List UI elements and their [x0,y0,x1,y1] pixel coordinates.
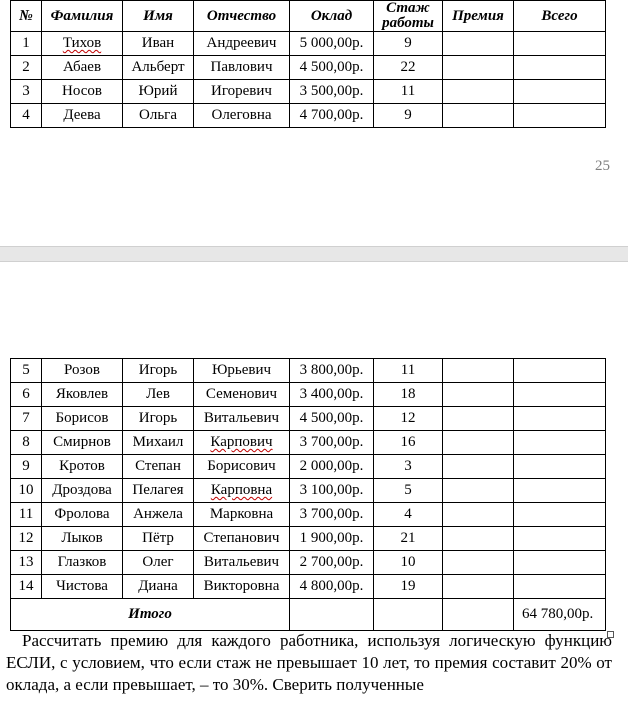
cell-surname[interactable]: Деева [42,104,123,128]
table-row [11,479,606,503]
cell-num[interactable]: 10 [11,479,42,503]
cell-total[interactable] [514,383,606,407]
table-body-top [11,32,606,128]
cell-experience[interactable]: 21 [374,527,443,551]
cell-experience[interactable]: 10 [374,551,443,575]
cell-bonus[interactable] [443,479,514,503]
cell-num[interactable]: 14 [11,575,42,599]
cell-total[interactable] [514,104,606,128]
cell-experience[interactable]: 11 [374,359,443,383]
cell-experience[interactable]: 22 [374,56,443,80]
document-page-lower [0,262,628,709]
cell-name[interactable]: Ольга [123,104,194,128]
total-label[interactable]: Итого [11,599,290,631]
cell-name[interactable]: Пелагея [123,479,194,503]
cell-patronymic[interactable]: Степанович [194,527,290,551]
cell-num[interactable]: 9 [11,455,42,479]
cell-experience[interactable]: 9 [374,104,443,128]
table-row [11,56,606,80]
cell-bonus[interactable] [443,104,514,128]
cell-bonus[interactable] [443,56,514,80]
cell-surname[interactable]: Абаев [42,56,123,80]
table-row [11,575,606,599]
cell-num[interactable]: 7 [11,407,42,431]
cell-total[interactable] [514,359,606,383]
cell-total[interactable] [514,407,606,431]
spellcheck-flagged-word: Карпович [210,434,273,450]
cell-bonus[interactable] [443,455,514,479]
cell-salary[interactable]: 3 800,00р. [290,359,374,383]
cell-salary[interactable]: 3 700,00р. [290,503,374,527]
body-paragraph[interactable]: Рассчитать премию для каждого работника, используя логическую функцию ЕСЛИ, с условием, что если стаж не превышает 10 лет, то премия составит 20% от оклада, а если превышает, – то 30%. Сверить полученные [6,631,612,694]
cell-surname[interactable]: Розов [42,359,123,383]
cell-surname[interactable]: Яковлев [42,383,123,407]
cell-patronymic[interactable]: Семенович [194,383,290,407]
cell-name[interactable]: Анжела [123,503,194,527]
cell-total[interactable] [514,80,606,104]
cell-surname[interactable]: Фролова [42,503,123,527]
cell-experience[interactable]: 18 [374,383,443,407]
cell-total[interactable] [514,575,606,599]
cell-bonus[interactable] [443,407,514,431]
cell-name[interactable]: Игорь [123,407,194,431]
table-row [11,383,606,407]
header-patronymic[interactable]: Отчество [194,1,290,32]
table-row [11,503,606,527]
header-total[interactable]: Всего [514,1,606,32]
cell-num[interactable]: 2 [11,56,42,80]
cell-surname[interactable]: Кротов [42,455,123,479]
cell-bonus[interactable] [443,359,514,383]
cell-num[interactable]: 12 [11,527,42,551]
table-total-section [11,599,606,631]
cell-name[interactable]: Михаил [123,431,194,455]
cell-num[interactable]: 5 [11,359,42,383]
header-name[interactable]: Имя [123,1,194,32]
cell-name[interactable]: Альберт [123,56,194,80]
cell-experience[interactable]: 3 [374,455,443,479]
cell-surname[interactable]: Дроздова [42,479,123,503]
table-row [11,359,606,383]
cell-name[interactable]: Юрий [123,80,194,104]
cell-patronymic[interactable]: Павлович [194,56,290,80]
table-row [11,527,606,551]
header-bonus[interactable]: Премия [443,1,514,32]
total-salary-cell[interactable] [290,599,374,631]
table-row [11,455,606,479]
cell-total[interactable] [514,431,606,455]
cell-surname[interactable]: Чистова [42,575,123,599]
employees-table-top [10,0,606,128]
table-header-row [11,1,606,32]
cell-salary[interactable]: 3 100,00р. [290,479,374,503]
cell-num[interactable]: 13 [11,551,42,575]
cell-patronymic[interactable]: Игоревич [194,80,290,104]
cell-name[interactable]: Степан [123,455,194,479]
cell-bonus[interactable] [443,431,514,455]
cell-total[interactable] [514,56,606,80]
header-salary[interactable]: Оклад [290,1,374,32]
cell-salary[interactable]: 3 500,00р. [290,80,374,104]
cell-name[interactable]: Олег [123,551,194,575]
cell-total[interactable] [514,32,606,56]
employees-table-bottom [10,358,606,631]
cell-salary[interactable]: 4 500,00р. [290,407,374,431]
cell-experience[interactable]: 11 [374,80,443,104]
cell-patronymic[interactable]: Олеговна [194,104,290,128]
document-page-upper [0,0,628,246]
cell-experience[interactable]: 5 [374,479,443,503]
cell-patronymic[interactable] [194,431,290,455]
table-body-bottom [11,359,606,599]
cell-total[interactable] [514,455,606,479]
spellcheck-flagged-word: Карповна [210,482,273,498]
table-row [11,551,606,575]
cell-surname[interactable]: Борисов [42,407,123,431]
cell-num[interactable]: 4 [11,104,42,128]
cell-name[interactable]: Лев [123,383,194,407]
cell-patronymic[interactable]: Марковна [194,503,290,527]
cell-total[interactable] [514,527,606,551]
cell-bonus[interactable] [443,503,514,527]
page-break-gap [0,246,628,262]
cell-num[interactable]: 6 [11,383,42,407]
cell-salary[interactable]: 2 000,00р. [290,455,374,479]
cell-patronymic[interactable]: Витальевич [194,551,290,575]
table-row [11,431,606,455]
cell-patronymic[interactable]: Витальевич [194,407,290,431]
cell-salary[interactable]: 2 700,00р. [290,551,374,575]
cell-surname[interactable]: Смирнов [42,431,123,455]
cell-salary[interactable]: 4 500,00р. [290,56,374,80]
cell-experience[interactable]: 19 [374,575,443,599]
cell-name[interactable]: Игорь [123,359,194,383]
cell-total[interactable] [514,551,606,575]
cell-total[interactable] [514,479,606,503]
page-number: 25 [595,158,610,174]
cell-surname[interactable] [42,32,123,56]
cell-salary[interactable]: 3 700,00р. [290,431,374,455]
table-row [11,32,606,56]
cell-surname[interactable]: Лыков [42,527,123,551]
cell-patronymic[interactable]: Юрьевич [194,359,290,383]
cell-bonus[interactable] [443,575,514,599]
table-row [11,80,606,104]
cell-total[interactable] [514,503,606,527]
cell-num[interactable]: 1 [11,32,42,56]
cell-bonus[interactable] [443,383,514,407]
header-num[interactable]: № [11,1,42,32]
cell-patronymic[interactable]: Викторовна [194,575,290,599]
cell-experience[interactable]: 9 [374,32,443,56]
total-value[interactable]: 64 780,00р. [514,599,606,631]
cell-salary[interactable]: 1 900,00р. [290,527,374,551]
table-row [11,104,606,128]
cell-num[interactable]: 3 [11,80,42,104]
cell-bonus[interactable] [443,527,514,551]
cell-experience[interactable]: 4 [374,503,443,527]
cell-bonus[interactable] [443,80,514,104]
cell-num[interactable]: 8 [11,431,42,455]
cell-surname[interactable]: Глазков [42,551,123,575]
spellcheck-flagged-word: Тихов [62,35,102,51]
table-row [11,407,606,431]
total-row [11,599,606,631]
cell-patronymic[interactable] [194,479,290,503]
cell-patronymic[interactable]: Андреевич [194,32,290,56]
cell-experience[interactable]: 12 [374,407,443,431]
cell-patronymic[interactable]: Борисович [194,455,290,479]
cell-salary[interactable]: 4 700,00р. [290,104,374,128]
cell-num[interactable]: 11 [11,503,42,527]
cell-bonus[interactable] [443,32,514,56]
cell-salary[interactable]: 3 400,00р. [290,383,374,407]
header-experience[interactable]: Стаж работы [374,1,443,32]
cell-experience[interactable]: 16 [374,431,443,455]
header-surname[interactable]: Фамилия [42,1,123,32]
total-bonus-cell[interactable] [443,599,514,631]
total-experience-cell[interactable] [374,599,443,631]
cell-surname[interactable]: Носов [42,80,123,104]
cell-salary[interactable]: 4 800,00р. [290,575,374,599]
cell-name[interactable]: Диана [123,575,194,599]
cell-salary[interactable]: 5 000,00р. [290,32,374,56]
cell-name[interactable]: Иван [123,32,194,56]
cell-name[interactable]: Пётр [123,527,194,551]
cell-bonus[interactable] [443,551,514,575]
